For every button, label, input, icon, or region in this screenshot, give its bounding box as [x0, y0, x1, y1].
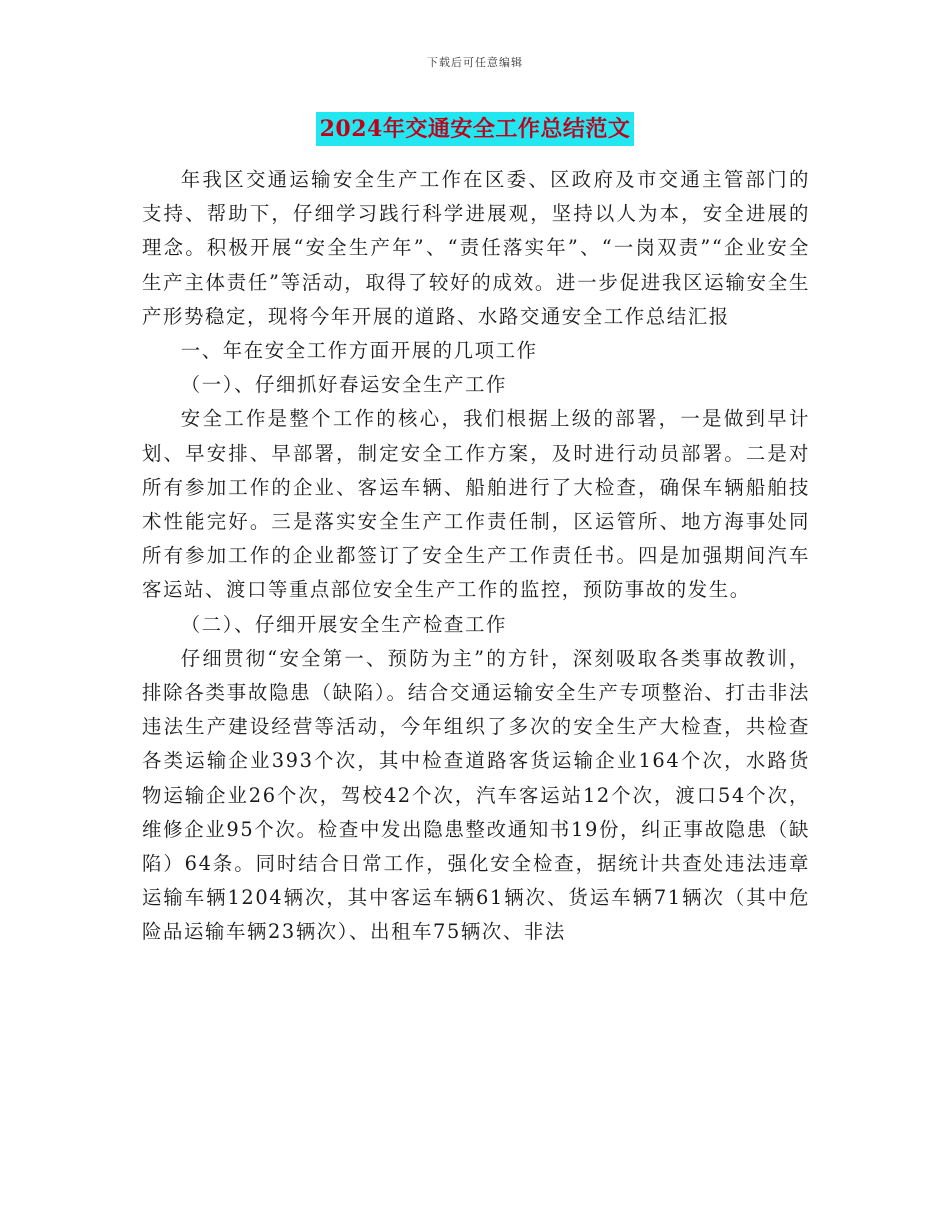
paragraph-intro: 年我区交通运输安全生产工作在区委、区政府及市交通主管部门的支持、帮助下，仔细学习践行科学进展观，坚持以人为本，安全进展的理念。积极开展“安全生产年”、“责任落实年”、“一岗双责”“企业安全生产主体责任”等活动，取得了较好的成效。进一步促进我区运输安全生产形势稳定，现将今年开展的道路、水路交通安全工作总结汇报 — [142, 168, 810, 328]
subsection-heading-1: （一）、仔细抓好春运安全生产工作 — [180, 373, 507, 397]
document-title: 2024年交通安全工作总结范文 — [316, 112, 635, 146]
paragraph-safety-inspection: 仔细贯彻“安全第一、预防为主”的方针，深刻吸取各类事故教训，排除各类事故隐患（缺陷）。结合交通运输安全生产专项整治、打击非法违法生产建设经营等活动，今年组织了多次的安全生产大检查，共检查各类运输企业393个次，其中检查道路客货运输企业164个次，水路货物运输企业26个次，驾校42个次，汽车客运站12个次，渡口54个次，维修企业95个次。检查中发出隐患整改通知书19份，纠正事故隐患（缺陷）64条。同时结合日常工作，强化安全检查，据统计共查处违法违章运输车辆1204辆次，其中客运车辆61辆次、货运车辆71辆次（其中危险品运输车辆23辆次）、出租车75辆次、非法 — [142, 646, 810, 944]
header-note: 下载后可任意编辑 — [427, 56, 523, 69]
paragraph-spring-transport: 安全工作是整个工作的核心，我们根据上级的部署，一是做到早计划、早安排、早部署，制定安全工作方案，及时进行动员部署。二是对所有参加工作的企业、客运车辆、船舶进行了大检查，确保车辆船舶技术性能完好。三是落实安全生产工作责任制，区运管所、地方海事处同所有参加工作的企业都签订了安全生产工作责任书。四是加强期间汽车客运站、渡口等重点部位安全生产工作的监控，预防事故的发生。 — [142, 407, 810, 602]
document-body — [142, 163, 810, 950]
subsection-heading-2: （二）、仔细开展安全生产检查工作 — [180, 612, 507, 636]
title-wrap — [0, 112, 950, 146]
section-heading-1: 一、年在安全工作方面开展的几项工作 — [180, 339, 538, 363]
